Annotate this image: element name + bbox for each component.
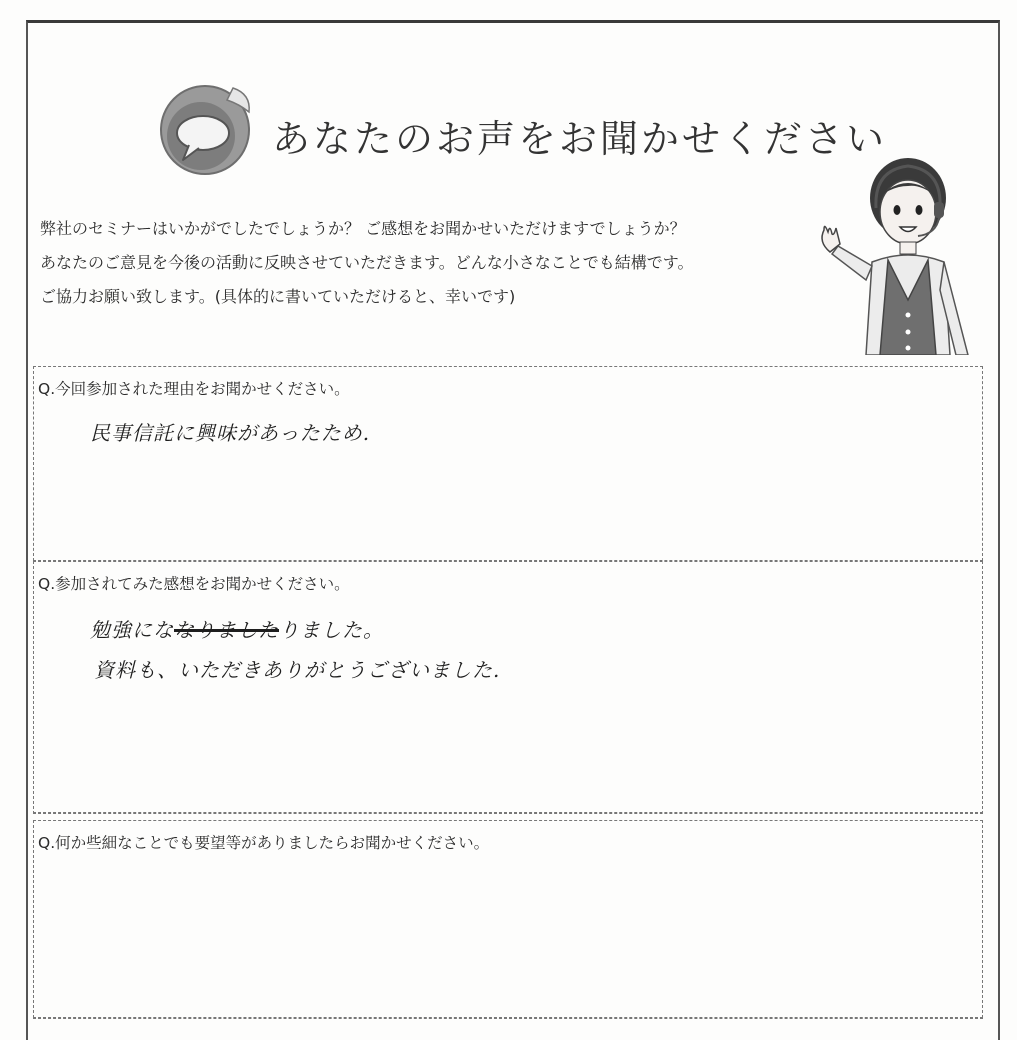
answer-2-line-1 [90,614,384,643]
answer-2-line-1-start: 勉強にな [90,618,174,642]
bottom-divider [33,1018,983,1019]
question-3-label: Q.何か些細なことでも要望等がありましたらお聞かせください。 [38,834,490,852]
question-1-label: Q.今回参加された理由をお聞かせください。 [38,380,350,398]
answer-2-struck-text: なりました [174,618,279,642]
question-1-box [33,366,983,561]
page-title: あなたのお声をお聞かせください [272,117,888,161]
answer-2-line-1-end: りました。 [279,618,384,642]
answer-2-line-2: 資料も、いただきありがとうございました. [94,658,501,682]
intro-text [40,216,820,318]
answer-1-line-1: 民事信託に興味があったため. [90,421,371,445]
intro-line-2: あなたのご意見を今後の活動に反映させていただきます。どんな小さなことでも結構です。 [40,253,694,272]
intro-line-3: ご協力お願い致します。(具体的に書いていただけると、幸いです) [40,287,516,306]
intro-line-1: 弊社のセミナーはいかがでしたでしょうか？ ご感想をお聞かせいただけますでしょうか？ [40,219,686,238]
speech-bubble-icon [155,78,255,178]
question-3-box [33,820,983,1018]
section-divider [33,812,983,820]
question-2-box [33,561,983,814]
operator-mascot-icon [808,150,978,355]
question-2-label: Q.参加されてみた感想をお聞かせください。 [38,575,350,593]
survey-header [155,78,888,188]
